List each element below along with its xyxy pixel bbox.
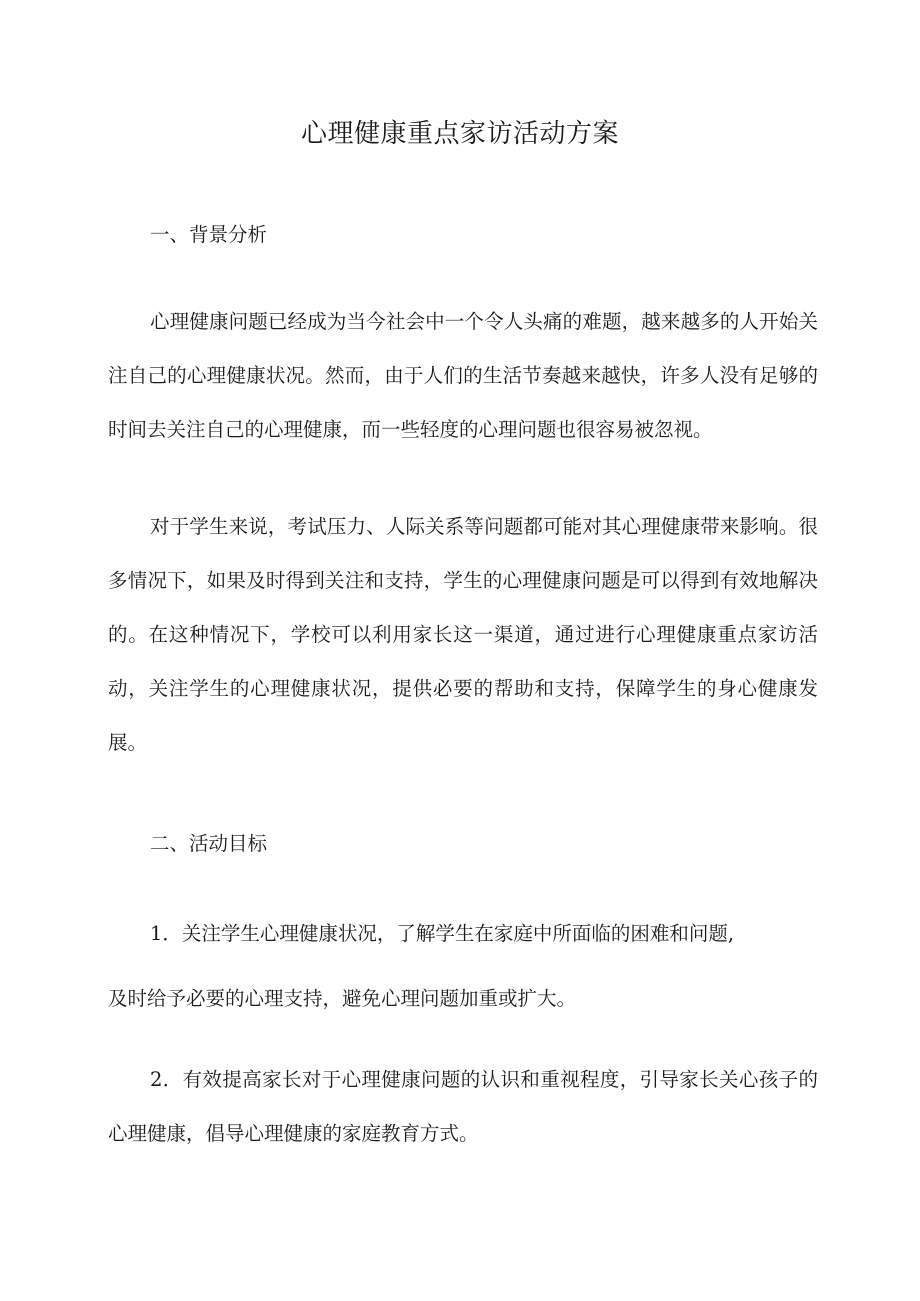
goal-item-2: 2．有效提高家长对于心理健康问题的认识和重视程度，引导家长关心孩子的心理健康，倡导心理健康的家庭教育方式。: [108, 1068, 818, 1145]
goal-item-1-line-2: 及时给予必要的心理支持，避免心理问题加重或扩大。: [108, 987, 577, 1010]
goal-item-1-line-1: 1．关注学生心理健康状况，了解学生在家庭中所面临的困难和问题,: [150, 922, 735, 945]
section-heading-goals: 二、活动目标: [150, 832, 268, 855]
paragraph-background-1: 心理健康问题已经成为当今社会中一个令人头痛的难题，越来越多的人开始关注自己的心理健康状况。然而，由于人们的生活节奏越来越快，许多人没有足够的时间去关注自己的心理健康，而一些轻度的心理问题也很容易被忽视。: [108, 310, 818, 441]
section-heading-background: 一、背景分析: [150, 223, 268, 246]
paragraph-background-2: 对于学生来说，考试压力、人际关系等问题都可能对其心理健康带来影响。很多情况下，如果及时得到关注和支持，学生的心理健康问题是可以得到有效地解决的。在这种情况下，学校可以利用家长这一渠道，通过进行心理健康重点家访活动，关注学生的心理健康状况，提供必要的帮助和支持，保障学生的身心健康发展。: [108, 515, 818, 754]
document-title: 心理健康重点家访活动方案: [300, 119, 619, 149]
